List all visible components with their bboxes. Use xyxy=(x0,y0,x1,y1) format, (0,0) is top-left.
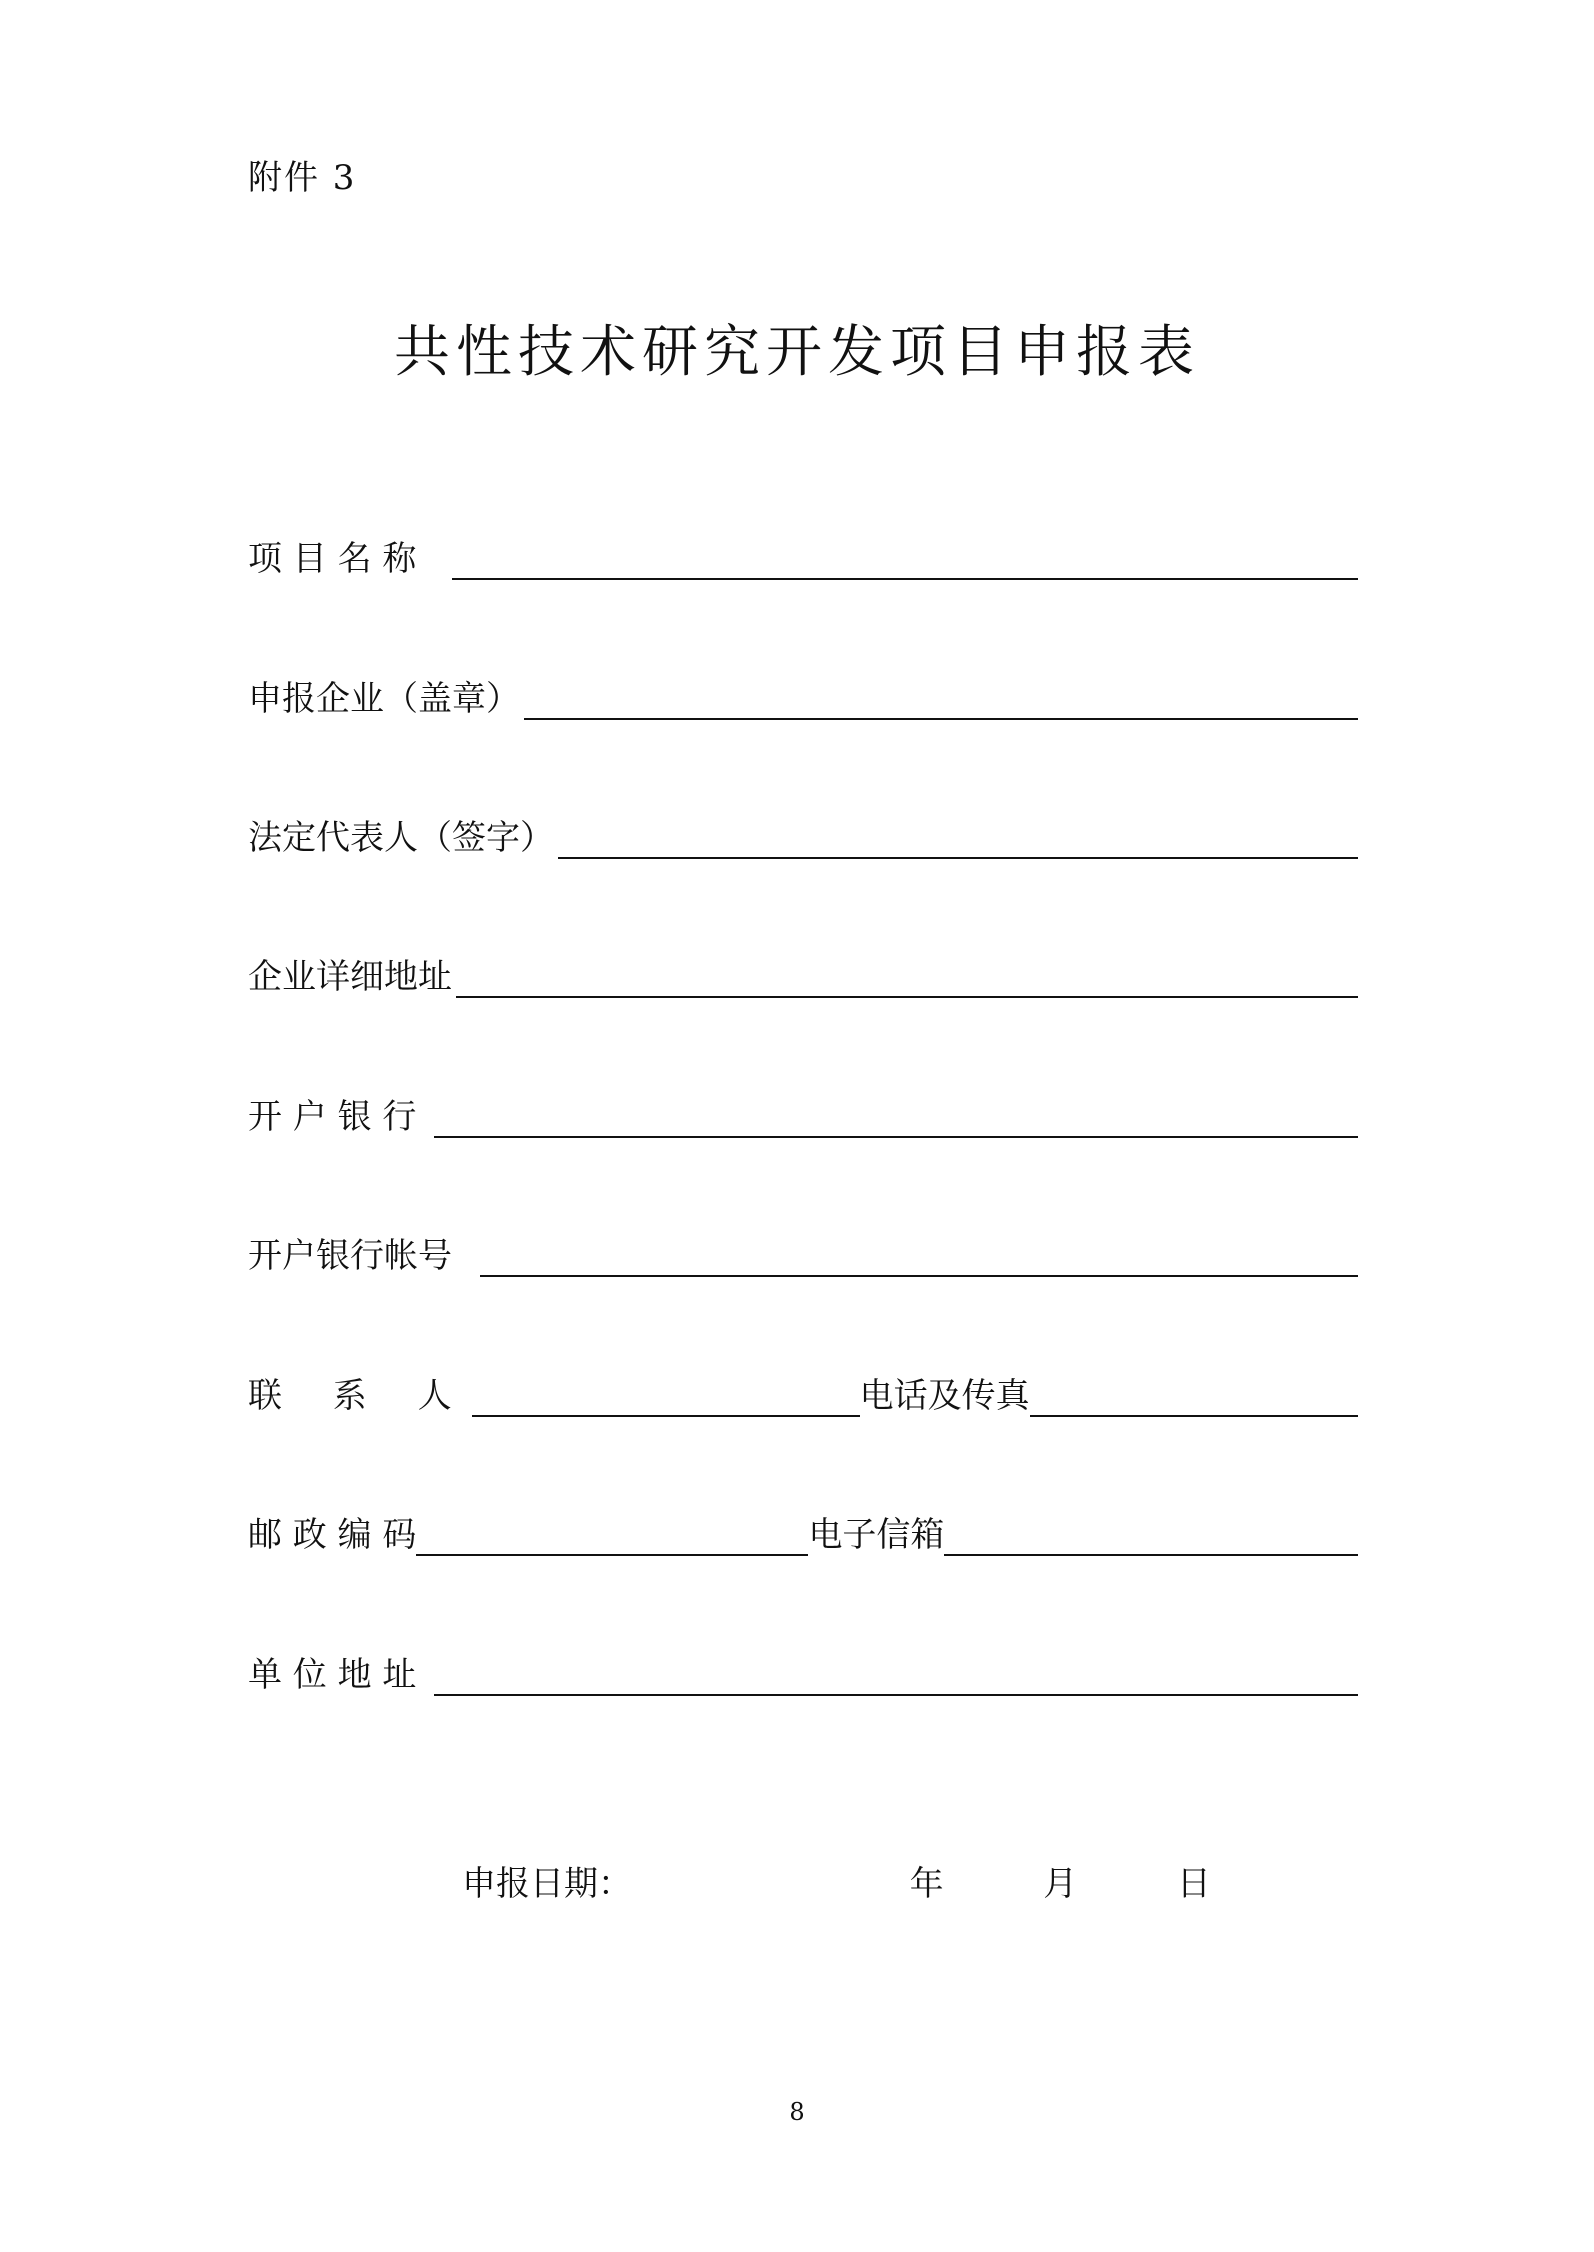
contact-label: 联 系 人 xyxy=(248,1376,472,1416)
date-year-label: 年 xyxy=(909,1864,944,1904)
declaration-date xyxy=(462,1856,1211,1905)
date-day-label: 日 xyxy=(1176,1864,1211,1904)
phone-fax-input-line[interactable] xyxy=(1030,1414,1358,1417)
phone-fax-label: 电话及传真 xyxy=(859,1376,1030,1416)
applicant-label: 申报企业（盖章） xyxy=(248,679,520,719)
contact-input-line[interactable] xyxy=(472,1414,860,1417)
field-row-applicant xyxy=(248,660,1358,720)
date-label: 申报日期： xyxy=(462,1864,632,1904)
field-row-unit-address xyxy=(248,1636,1358,1696)
field-row-address-detail xyxy=(248,938,1358,998)
postcode-input-line[interactable] xyxy=(416,1553,808,1556)
bank-account-label: 开户银行帐号 xyxy=(248,1236,452,1276)
address-detail-label: 企业详细地址 xyxy=(248,957,452,997)
field-row-contact xyxy=(248,1357,1358,1417)
unit-address-label: 单 位 地 址 xyxy=(248,1655,417,1695)
email-label: 电子信箱 xyxy=(808,1515,945,1555)
bank-label: 开 户 银 行 xyxy=(248,1097,417,1137)
field-row-postcode xyxy=(248,1496,1358,1556)
date-month-label: 月 xyxy=(1043,1864,1078,1904)
field-row-project-name xyxy=(248,520,1358,580)
page-number: 8 xyxy=(789,2098,805,2126)
form-title: 共性技术研究开发项目申报表 xyxy=(394,320,1200,385)
legal-rep-label: 法定代表人（签字） xyxy=(248,818,554,858)
field-row-legal-rep xyxy=(248,799,1358,859)
field-row-bank-account xyxy=(248,1217,1358,1277)
email-input-line[interactable] xyxy=(944,1553,1358,1556)
unit-address-input-line[interactable] xyxy=(434,1693,1358,1696)
attachment-label: 附件 3 xyxy=(248,158,357,198)
address-detail-input-line[interactable] xyxy=(456,995,1358,998)
bank-account-input-line[interactable] xyxy=(480,1274,1358,1277)
bank-input-line[interactable] xyxy=(434,1135,1358,1138)
legal-rep-input-line[interactable] xyxy=(558,856,1358,859)
applicant-input-line[interactable] xyxy=(524,717,1358,720)
postcode-label: 邮 政 编 码 xyxy=(248,1515,417,1555)
project-name-input-line[interactable] xyxy=(452,577,1358,580)
project-name-label: 项 目 名 称 xyxy=(248,539,417,579)
field-row-bank xyxy=(248,1078,1358,1138)
